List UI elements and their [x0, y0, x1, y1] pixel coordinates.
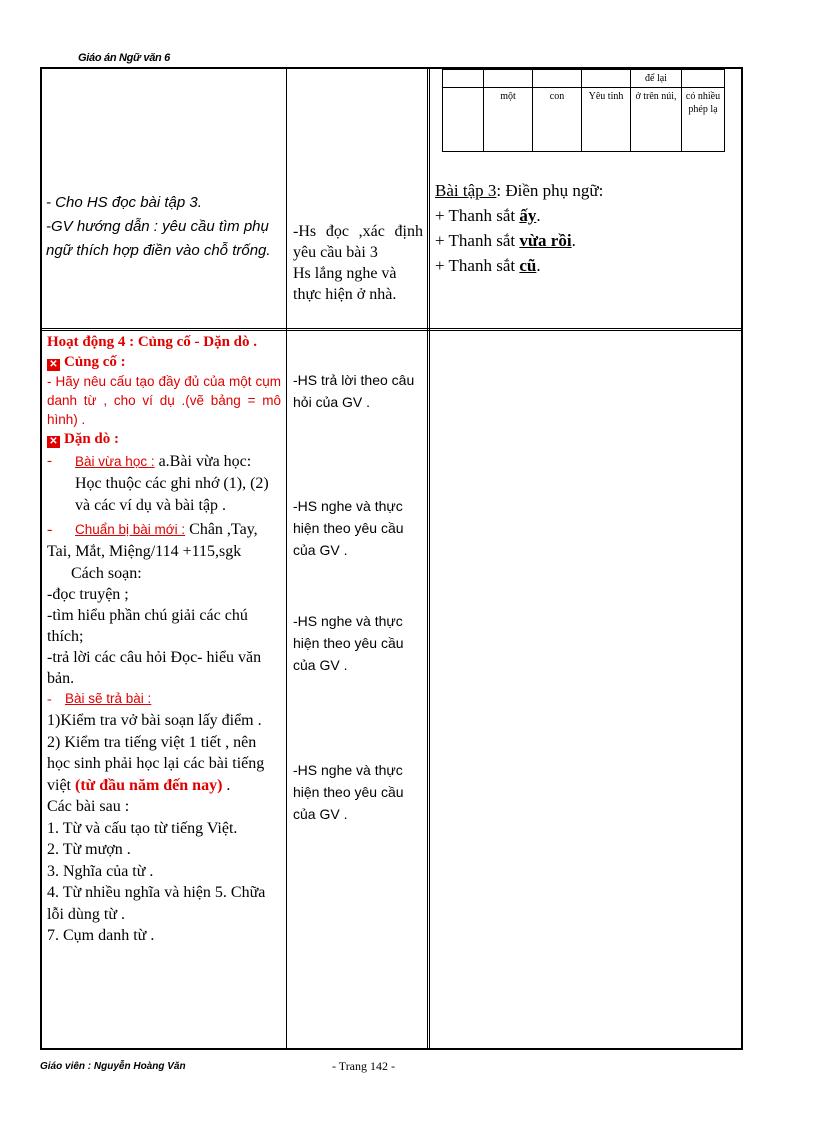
- bai-vua-hoc-text: a.Bài vừa học: Học thuộc các ghi nhớ (1), (2) và các ví dụ và bài tập .: [75, 453, 269, 514]
- chuan-bi-label: Chuẩn bị bài mới :: [75, 522, 186, 537]
- row-divider: [42, 328, 741, 331]
- mini-cell: để lại: [631, 70, 682, 88]
- dan-do-label: Dặn dò :: [64, 431, 120, 447]
- exercise-answer-line: [435, 253, 735, 278]
- footer-teacher: Giáo viên : Nguyễn Hoàng Văn: [40, 1061, 186, 1072]
- answer-word: ấy: [519, 206, 537, 225]
- answer-word: vừa rồi: [519, 231, 572, 250]
- cach-soan-label: Cách soạn:: [71, 565, 142, 582]
- document-header: Giáo án Ngữ văn 6: [78, 52, 170, 64]
- se-tra-bai-heading: [47, 689, 281, 710]
- chuan-bi-text: Chân ,Tay, Tai, Mắt, Miệng/114 +115,sgk: [47, 521, 258, 560]
- cac-bai-sau-label: Các bài sau :: [47, 798, 130, 815]
- exercise-answer-line: [435, 228, 735, 253]
- teacher-instruction: -GV hướng dẫn : yêu cầu tìm phụ ngữ thích hợp điền vào chỗ trống.: [46, 218, 271, 259]
- answer-prefix: + Thanh sắt: [435, 206, 520, 225]
- lesson-item: 4. Từ nhiều nghĩa và hiện 5. Chữa lỗi dùng từ .: [47, 884, 266, 923]
- chuan-bi-block: [47, 519, 281, 563]
- teacher-instruction: - Cho HS đọc bài tập 3.: [46, 194, 202, 211]
- mini-cell: [484, 70, 533, 88]
- column-divider: [427, 69, 430, 1048]
- bai-vua-hoc-label: Bài vừa học :: [75, 454, 155, 469]
- mini-cell: [582, 70, 631, 88]
- answer-prefix: + Thanh sắt: [435, 256, 520, 275]
- answer-prefix: + Thanh sắt: [435, 231, 520, 250]
- column-divider: [286, 69, 287, 1048]
- student-note-4: -HS nghe và thực hiện theo yêu cầu của GV .: [293, 762, 404, 822]
- soan-step: -tìm hiểu phần chú giải các chú thích;: [47, 607, 248, 645]
- cach-soan-block: [47, 563, 281, 689]
- cung-co-text: - Hãy nêu cấu tạo đầy đủ của một cụm danh từ , cho ví dụ .(vẽ bảng = mô hình) .: [47, 374, 281, 427]
- activity-title: Hoạt động 4 : Củng cố - Dặn dò .: [47, 334, 258, 350]
- checkbox-icon: ✕: [47, 359, 60, 371]
- exercise3-content: [435, 178, 735, 278]
- answer-suffix: .: [536, 206, 541, 225]
- mini-cell: Yêu tinh: [582, 88, 631, 152]
- student-activity-exercise3: [293, 221, 423, 305]
- student-note: Hs lắng nghe và thực hiện ở nhà.: [293, 265, 397, 303]
- exercise-title-suffix: : Điền phụ ngữ:: [496, 181, 604, 200]
- tra-bai-highlight: (từ đầu năm đến nay): [75, 776, 223, 794]
- mini-cell: [682, 70, 725, 88]
- bai-vua-hoc-content: [75, 451, 281, 517]
- exercise-title: [435, 178, 735, 203]
- mini-cell: ở trên núi,: [631, 88, 682, 152]
- tra-bai-block: [47, 710, 281, 947]
- mini-cell: [443, 70, 484, 88]
- teacher-activity-4: [47, 332, 281, 947]
- lesson-item: 3. Nghĩa của từ .: [47, 862, 154, 880]
- answer-suffix: .: [571, 231, 576, 250]
- phrase-model-table: [442, 69, 725, 152]
- student-note: -Hs đọc ,xác định yêu cầu bài 3: [293, 223, 423, 261]
- mini-cell: có nhiều phép lạ: [682, 88, 725, 152]
- checkbox-icon: ✕: [47, 436, 60, 448]
- answer-word: cũ: [519, 256, 537, 275]
- student-note-2: -HS nghe và thực hiện theo yêu cầu của GV .: [293, 498, 404, 558]
- soan-step: -trả lời các câu hỏi Đọc- hiểu văn bản.: [47, 649, 262, 687]
- dan-do-heading: [47, 429, 281, 449]
- answer-suffix: .: [536, 256, 541, 275]
- student-note-1: -HS trả lời theo câu hỏi của GV .: [293, 372, 415, 410]
- dash: -: [47, 692, 52, 707]
- bai-vua-hoc-block: [47, 451, 281, 517]
- dash: -: [47, 453, 52, 469]
- soan-step: -đọc truyện ;: [47, 586, 129, 603]
- dash: -: [47, 521, 53, 538]
- se-tra-bai-label: Bài sẽ trả bài :: [65, 691, 152, 706]
- mini-cell: con: [533, 88, 582, 152]
- mini-cell: một: [484, 88, 533, 152]
- footer-page-number: - Trang 142 -: [332, 1059, 396, 1073]
- tra-bai-end: .: [222, 776, 231, 794]
- mini-cell: [533, 70, 582, 88]
- tra-bai-item: 1)Kiểm tra vở bài soạn lấy điểm .: [47, 712, 262, 729]
- cung-co-label: Củng cố :: [64, 354, 126, 370]
- tra-bai-text: 2) Kiểm tra tiếng việt 1 tiết , nên học sinh phải học lại các bài tiếng việt: [47, 733, 265, 794]
- lesson-item: 2. Từ mượn .: [47, 841, 131, 858]
- exercise-answer-line: [435, 203, 735, 228]
- teacher-activity-exercise3: [46, 191, 282, 263]
- exercise-title-label: Bài tập 3: [435, 181, 497, 200]
- lesson-item: 7. Cụm danh từ .: [47, 927, 155, 944]
- student-note-3: -HS nghe và thực hiện theo yêu cầu của GV .: [293, 613, 404, 673]
- lesson-item: 1. Từ và cấu tạo từ tiếng Việt.: [47, 819, 238, 837]
- mini-cell: [443, 88, 484, 152]
- cung-co-heading: [47, 352, 281, 372]
- lesson-table: [40, 67, 743, 1050]
- tra-bai-item: [47, 732, 281, 797]
